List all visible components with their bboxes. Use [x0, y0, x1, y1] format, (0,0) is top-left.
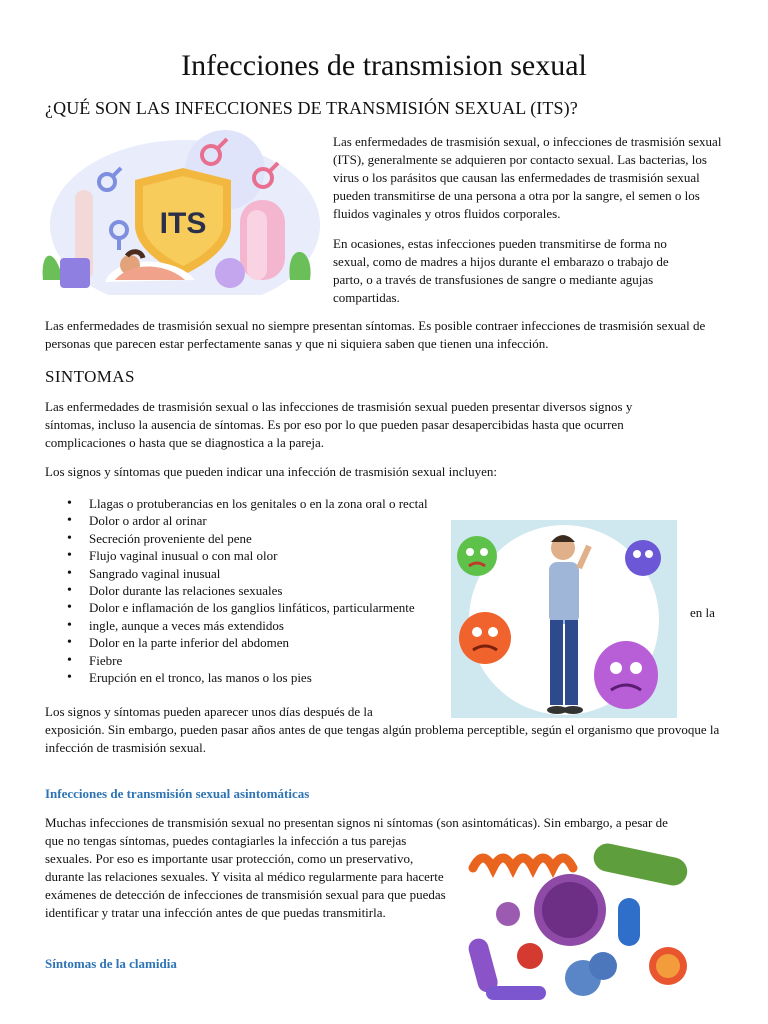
list-item: • Flujo vaginal inusual o con mal olor	[45, 547, 725, 564]
list-item: • Secreción proveniente del pene	[45, 530, 725, 547]
intro-paragraph-1: Las enfermedades de trasmisión sexual, o infecciones de trasmisión sexual (ITS), generalmente se adquieren por contacto sexual. Las bacterias, los virus o los parásitos que causan las enfermedades de trasmisión sexual pueden transmitirse de una persona a otra por la sangre, el semen o los fluidos vaginales y otros fluidos corporales.	[333, 134, 722, 221]
its-illustration	[35, 130, 320, 295]
section-heading-clamidia: Síntomas de la clamidia	[45, 956, 177, 971]
asintomaticas-paragraph-line-1: Muchas infecciones de transmisión sexual no presentan signos ni síntomas (son asintomáticas). Sin embargo, a pesar de	[45, 815, 668, 830]
bacteria-illustration	[458, 838, 703, 1010]
sintomas-paragraph-2: Los signos y síntomas que pueden indicar una infección de trasmisión sexual incluyen:	[45, 464, 498, 479]
list-item: • Dolor o ardor al orinar	[45, 512, 725, 529]
sintomas-paragraph-3-rest: exposición. Sin embargo, pueden pasar años antes de que tengas algún problema perceptible, según el organismo que provoque la infección de trasmisión sexual.	[45, 722, 720, 755]
list-item: • Llagas o protuberancias en los genitales o en la zona oral o rectal	[45, 495, 725, 512]
section-heading-its: ¿QUÉ SON LAS INFECCIONES DE TRANSMISIÓN SEXUAL (ITS)?	[45, 98, 578, 118]
germs-illustration	[451, 520, 677, 718]
sintomas-paragraph-3-line-1: Los signos y síntomas pueden aparecer unos días después de la	[45, 704, 373, 719]
intro-paragraph-3: Las enfermedades de trasmisión sexual no siempre presentan síntomas. Es posible contraer infecciones de trasmisión sexual de personas que parecen estar perfectamente sanas y que ni siquiera saben que tienen una infección.	[45, 318, 706, 351]
symptom-line-tail: en la	[690, 605, 715, 620]
list-item: • Dolor e inflamación de los ganglios linfáticos, particularmente	[45, 599, 725, 616]
section-heading-asintomaticas: Infecciones de transmisión sexual asintomáticas	[45, 786, 310, 801]
section-heading-sintomas: SINTOMAS	[45, 367, 135, 386]
its-badge-text: ITS	[159, 207, 207, 240]
list-item: • Dolor durante las relaciones sexuales	[45, 582, 725, 599]
asintomaticas-paragraph-rest: que no tengas síntomas, puedes contagiarles la infección a tus parejas sexuales. Por eso es importante usar protección, como un preservativo, durante las relaciones sexuales. Y visita al médico regularmente para hacerte exámenes de detección de infecciones de transmisión sexual para que puedas identificar y tratar una infección antes de que puedas transmitirla.	[45, 833, 446, 920]
list-item: • Fiebre	[45, 652, 725, 669]
list-item: • Dolor en la parte inferior del abdomen	[45, 634, 725, 651]
list-item-continuation: • ingle, aunque a veces más extendidos	[45, 617, 725, 634]
list-item: • Sangrado vaginal inusual	[45, 565, 725, 582]
list-item: • Erupción en el tronco, las manos o los pies	[45, 669, 725, 686]
sintomas-paragraph-1: Las enfermedades de trasmisión sexual o las infecciones de trasmisión sexual pueden presentar diversos signos y síntomas, incluso la ausencia de síntomas. Es por eso por lo que pueden pasar desapercibidas hasta que ocurren complicaciones o hasta que se diagnostica a la pareja.	[45, 399, 633, 450]
intro-paragraph-2: En ocasiones, estas infecciones pueden transmitirse de forma no sexual, como de madres a hijos durante el embarazo o trabajo de parto, o a través de transfusiones de sangre o mediante agujas compartidas.	[333, 236, 669, 305]
page-title: Infecciones de transmision sexual	[181, 49, 587, 82]
